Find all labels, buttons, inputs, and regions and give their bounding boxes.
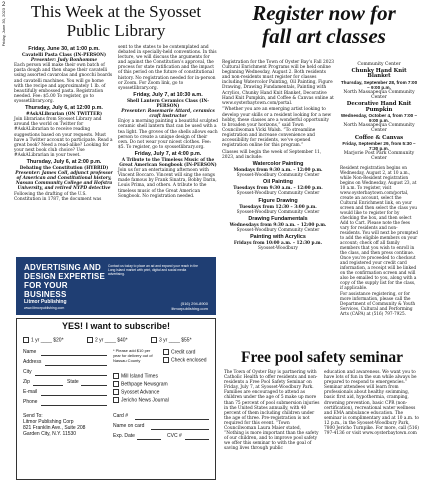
event-title: Debating the Constitution (HYBRID) (19, 166, 109, 172)
field-address[interactable] (23, 359, 41, 365)
ad-phone (172, 301, 208, 311)
class-name: Drawing Fundamentals (248, 215, 308, 222)
checkbox-icon[interactable] (113, 373, 119, 379)
pool-column-1 (224, 370, 320, 453)
class-place: Syosset-Woodbury Community Center (236, 209, 320, 215)
article-paragraph: The Town of Oyster Bay is partnering with Catholic Health to offer residents and non-residents a Free Pool Safety Seminar on Friday, July 7, at Syosset-Woodbury Park. Families are encouraged to attend as children under the age of 5 make up more than 75 percent of pool submersion injuries in the United States annually, with 40 percent of them including children under the age of three. Pre-registration is not required for this event. “Town Councilwoman Laura Maier stated, “Nothing is more important than the safety of our children, and to improve pool safety we offer this seminar to with the goal of saving lives through public (224, 370, 320, 452)
paper-option[interactable] (113, 389, 159, 395)
send-to-line: Litmor Publishing Corp (23, 419, 74, 425)
class-time: Wednesday, October 4, from 7:00 – 9:00 p.m. (340, 112, 418, 124)
class-name: Decorative Hand Knit Pumpkin (346, 101, 412, 113)
pool-safety-headline: Free pool safety seminar (241, 349, 403, 366)
event-title: #AskALibrarian (ON TWITTER) (25, 112, 103, 118)
field-line[interactable] (45, 365, 107, 366)
ad-phone-line: litmorpublishing.com (171, 306, 208, 311)
paper-option[interactable] (113, 373, 158, 379)
ad-subtitle: Contact us today to place an ad and expand your reach in the Long Island market with print, digital and social media advertising. (108, 264, 198, 276)
class-name: Figure Drawing (258, 197, 298, 204)
class-name: Painting with Acrylics (250, 234, 306, 241)
class-place: Syosset-Woodbury (258, 246, 298, 252)
event-presenter: Presenter: Rosemarie Attard, ceramics craft instructor (121, 109, 215, 120)
class-place: North Massapequa Community Center (343, 123, 415, 134)
art-column-2 (340, 62, 418, 316)
class-place: Syosset-Woodbury Community Center (236, 191, 320, 197)
checkbox-icon[interactable] (113, 397, 119, 403)
field-email[interactable] (23, 389, 37, 395)
field-line[interactable] (135, 419, 209, 420)
field-line[interactable] (151, 429, 209, 430)
field-zip[interactable] (23, 379, 30, 385)
event-body: Enjoy a morning painting a beautiful sculpted ceramic shell lantern that can be used with a tea light. The groves of the shells allows each person to create a unique design of their own. Do not wear your nicest clothes. Fee: $5. To register, go to syossetlibrary.org. (118, 119, 218, 150)
article-paragraph: Resident registration begins on Wednesday, August 2, at 10 a.m., while Non-Resident registration begins on Wednesday, August 23, at 10 a.m. To register, visit www.oysterbaytown.com/portal, create an account, select the Cultural Enrichment link, on your screen and then select the class you would like to register for by checking the box, and then select Add to Cart. Please note the fees vary for residents and non-residents. You will next be prompted to add the eligible members on your account; check off all family members that you wish to enroll in the class, and then press continue. Once you’re proceeded to checkout and registered your credit card information, a receipt will be linked on the confirmation screen and will also be emailed to you, along with a copy of the supply list for the class, if applicable. (340, 164, 418, 290)
field-line[interactable] (185, 439, 209, 440)
article-paragraph: Classes will begin the week of September 11, 2023, and include: (222, 149, 322, 160)
class-place: Marjorie Post Park Community Center (343, 151, 415, 162)
event-date: Friday, June 30, at 1:00 p.m. (28, 46, 100, 52)
name-on-card-field[interactable] (113, 423, 144, 429)
class-time: Tuesdays from 12:30 – 3:00 p.m. (239, 204, 317, 210)
art-classes-headline: Register now for fall art classes (252, 1, 396, 48)
article-paragraph: For assistance registering, or for more information, please call the Department of Community & Youth Services, Cultural and Performing Arts (CAPA) at (516) 797-7925. (340, 291, 416, 317)
class-time: Mondays from 9:30 a.m. – 12:00 p.m. (233, 168, 323, 174)
field-line[interactable] (41, 355, 107, 356)
paper-label: Mill Island Times (121, 373, 158, 380)
payment-label: Check enclosed (171, 357, 207, 364)
field-line[interactable] (33, 385, 63, 386)
class-name: Watercolor Painting (252, 160, 304, 167)
paper-label: Syosset Advance (121, 389, 160, 396)
option-label: 2 yr ____ $40* (95, 337, 128, 344)
field-name[interactable] (23, 349, 36, 355)
event-presenter: Presenter: Judy Bonhomme (30, 58, 98, 64)
field-line[interactable] (41, 405, 107, 406)
date-line: Friday, June 30, 2023 (1, 8, 6, 47)
paper-option[interactable] (113, 381, 168, 387)
checkbox-icon[interactable] (87, 337, 93, 343)
send-to-line: Garden City, N.Y. 11530 (23, 431, 77, 437)
art-column-1 (222, 60, 334, 251)
option-label: 3 yr ____ $55* (159, 337, 192, 344)
event-date: Thursday, July 6, at 2:00 p.m. (26, 158, 102, 165)
option-2yr[interactable] (87, 337, 128, 343)
option-3yr[interactable] (151, 337, 192, 343)
form-header: YES! I want to subscribe! (61, 321, 171, 331)
field-label: CVC # (167, 433, 182, 439)
card-field[interactable] (113, 413, 128, 419)
field-label: Address (23, 359, 42, 365)
checkbox-icon[interactable] (163, 349, 169, 355)
checkbox-icon[interactable] (113, 381, 119, 387)
ad-phone-line: (516) 294-8900 (180, 301, 208, 306)
class-time: Fridays from 10:00 a.m. – 12:30 p.m. (233, 241, 323, 247)
field-label: Phone (23, 399, 38, 405)
payment-label: Credit card (171, 349, 196, 356)
checkbox-icon[interactable] (113, 389, 119, 395)
event-title: Cavatelli Pasta Class (IN-PERSON) (22, 53, 106, 59)
paper-label: Jericho News Journal (121, 397, 169, 404)
field-label: Name on card (113, 423, 145, 429)
field-line[interactable] (137, 439, 161, 440)
field-city[interactable] (23, 369, 32, 375)
exp-field[interactable] (113, 433, 135, 439)
class-name: Oil Painting (263, 179, 293, 186)
class-time: Thursday, September 28, from 7:00 – 9:00 p.m. (340, 79, 418, 90)
send-to-line: 821 Franklin Ave., Suite 208 (23, 425, 86, 431)
field-state[interactable] (67, 379, 79, 385)
class-place: Syosset-Woodbury Community Center (236, 228, 320, 233)
option-1yr[interactable] (23, 337, 64, 343)
field-label: Zip (23, 379, 30, 385)
option-label: 1 yr ____ $20* (31, 337, 64, 344)
event-body: Join librarians from Syosset Library and around the world on Twitter for #AskALibrarian to receive reading suggestions based on your requests. Must have a Twitter account to participate. Read a great book? Need a read-alike? Looking for your next book club choice? Use #AskALibrarian in your tweet. (14, 117, 113, 158)
class-time: Friday, September 29, from 5:30 – 7:30 p.m. (342, 140, 416, 152)
field-label: E-mail (23, 389, 38, 395)
checkbox-icon[interactable] (23, 337, 29, 343)
field-label: Name (23, 349, 37, 355)
event-title: A Tribute to the Timeless Music of the Great American Songbook (IN-PERSON) (119, 157, 217, 169)
field-label: Exp. Date (113, 433, 135, 439)
event-body: Each person will make their own batch of pasta dough and then shape their cavatelli using assorted cavarolas and gnocchi boards and cavatelli machines. You will go home with the recipe and approximately 1 lb. of beautifully embossed pasta. Registration needed. Fee: $5.00 To register, go to syossetlibrary.org. (14, 63, 113, 104)
event-date: Friday, July 7, at 10:30 a.m. (133, 91, 203, 98)
checkbox-icon[interactable] (151, 337, 157, 343)
field-line[interactable] (81, 385, 107, 386)
advertising-ad[interactable] (16, 257, 216, 315)
class-time: Tuesdays from 9:30 a.m. – 12:00 p.m. (233, 186, 323, 192)
field-label: Card # (113, 413, 129, 419)
event-body: Following the drafting of the U.S. Constitution in 1787, the document was (14, 191, 102, 202)
send-to (23, 413, 93, 437)
paper-option[interactable] (113, 397, 169, 403)
class-place: Community Center (357, 62, 401, 67)
class-place: North Massapequa Community Center (343, 90, 415, 101)
payment-credit[interactable] (163, 349, 195, 355)
ad-url[interactable]: www.litmorpublishing.com (24, 306, 65, 310)
ad-brand: Litmor Publishing (24, 299, 67, 305)
article-paragraph: education and awareness. We want you to have lots of fun in the sun while always be prepared to respond to emergencies.” Seminar attendees will learn from professionals about healthy swimming, basic first aid, hypothermia, cramping, drowning prevention, basic CPR (non-certification), recreational water wellness and EMA ambulance education. The seminar is complimentary and at 10 a.m. to 12 p.m., in the Syosset-Woodbury Park, 7800 Jericho Turnpike. For more, call (516) 797-4136 or visit www.oysterbaytown.com (324, 370, 419, 437)
class-name: Chunky Hand Knit Blanket (351, 68, 407, 80)
field-line[interactable] (41, 395, 107, 396)
field-label: State (67, 379, 79, 385)
cvc-field[interactable] (167, 433, 182, 439)
field-line[interactable] (35, 375, 107, 376)
event-date: Thursday, July 6, at 12:00 p.m. (25, 105, 103, 112)
paper-label: Bethpage Newsgram (121, 381, 168, 388)
subscription-form (16, 318, 216, 480)
class-place: Syosset-Woodbury Community Center (236, 173, 320, 179)
payment-check[interactable] (163, 357, 211, 363)
ad-title: ADVERTISING AND DESIGN EXPERTISE FOR YOUR BUSINESS (24, 263, 105, 299)
library-column-2 (118, 45, 218, 200)
event-presenter: Presenter: James Coll, adjunct professor of American and Constitutional history, Nassau Community College and Hofstra University, and retired NYPD detective (15, 171, 113, 192)
event-body: Join us for an entertaining afternoon with Vincent Boccaro. Vincent will sing the songs made famous by Frank Sinatra, Bobby Darin, Louis Prima, and others. A tribute to the timeless music of the Great American Songbook. No registration needed. (118, 168, 217, 199)
send-to-line: Send To: (23, 413, 43, 419)
pool-column-2 (324, 370, 420, 438)
page-margin (0, 0, 10, 480)
library-headline: This Week at the Syosset Public Library (30, 2, 202, 40)
library-column-1 (14, 45, 114, 203)
article-paragraph: “Whether you are an emerging artist looking to develop your skills or a resident looking for a new hobby, these classes are a wonderful opportunity to broaden your horizons,” said Town Councilwoman Vicki Walsh. “To streamline registration and increase convenience and accessibility for residents, we’ve opened registration online for this program.” (222, 107, 332, 149)
class-name: Coffee & Canvas (354, 134, 404, 141)
field-label: City (23, 369, 32, 375)
field-phone[interactable] (23, 399, 37, 405)
checkbox-icon[interactable] (163, 357, 169, 363)
event-date: Friday, July 7, at 4:00 p.m. (134, 150, 202, 157)
event-title: Shell Lantern Ceramics Class (IN-PERSON) (126, 98, 210, 110)
event-body: sent to the states to be contemplated and debated in specially-held conventions. In this lecture, we will discuss the arguments for and against the Constitution’s approval, the process for state ratification and the impact of this period on the future of constitutional history. No registration needed for in-person or Zoom. For Zoom link, go to syossetlibrary.org. (118, 45, 217, 91)
class-time: Wednesdays from 9:30 a.m. – 12:00 p.m. (229, 222, 327, 228)
delivery-note: * Please add $10 per year for delivery out of Nassau County (113, 348, 153, 363)
article-paragraph: Registration for the Town of Oyster Bay’s Fall 2023 Cultural Enrichment Programs will be held online beginning Wednesday, August 2. Both residents and non-residents must register for classes including Watercolor Painting, Oil Painting, Figure Drawing, Drawing Fundamentals, Painting with Acrylics, Chunky Hand Knit Blanket, Decorative Hand Knit Pumpkin, and Coffee & Canvas online at www.oysterbaytown.com/portal. (222, 60, 334, 106)
page-number: 2 (2, 2, 6, 8)
